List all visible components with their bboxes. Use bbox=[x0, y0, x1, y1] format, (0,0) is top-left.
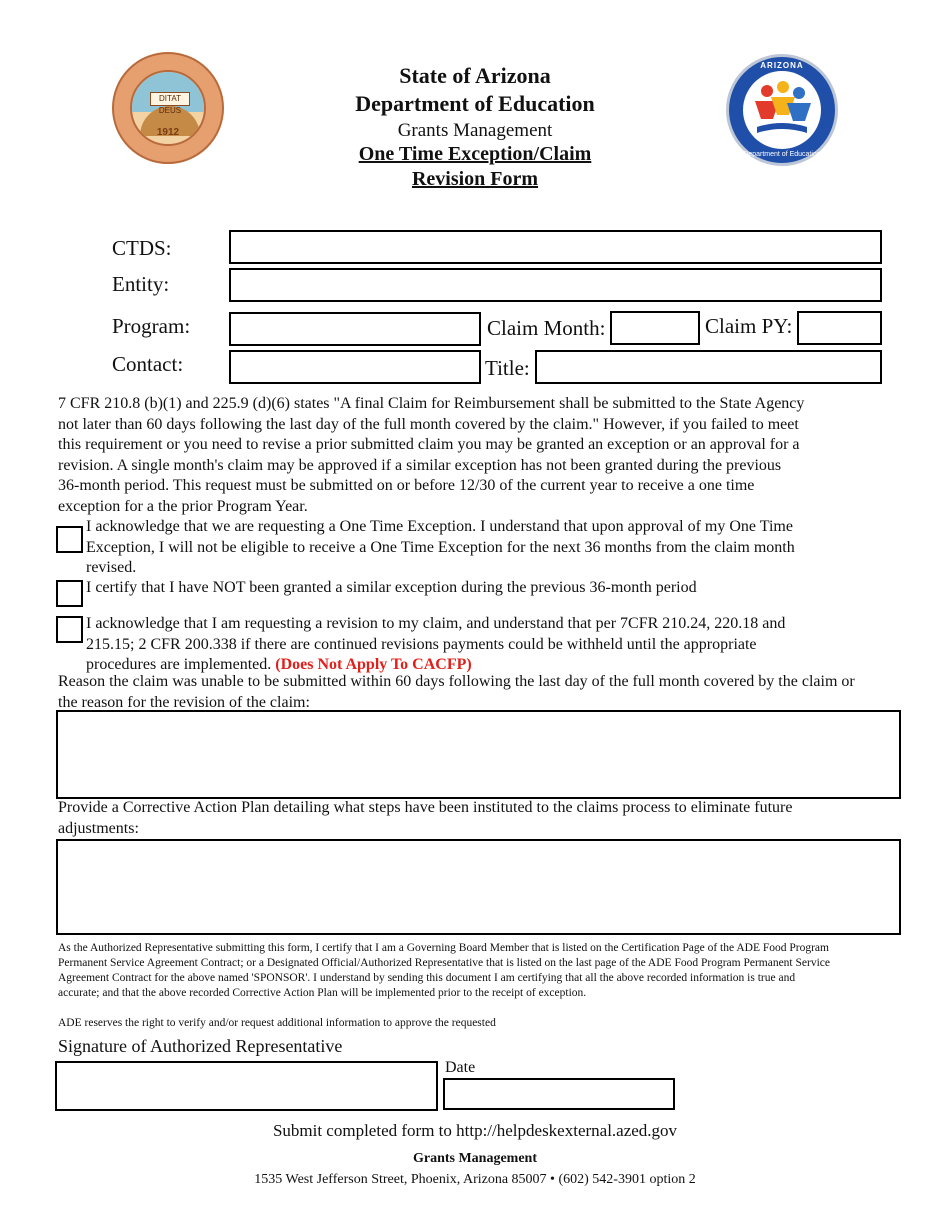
one-time-exception-checkbox[interactable] bbox=[56, 526, 83, 553]
certify-no-exception-checkbox[interactable] bbox=[56, 580, 83, 607]
checkbox-text-line: Exception, I will not be eligible to receive a One Time Exception for the next 36 months from the claim month bbox=[86, 538, 795, 556]
header-state: State of Arizona bbox=[399, 63, 551, 88]
footer-org: Grants Management bbox=[412, 1151, 538, 1166]
entity-label: Entity: bbox=[112, 272, 170, 296]
intro-paragraph bbox=[58, 394, 858, 517]
ade-logo-icon bbox=[726, 54, 838, 166]
intro-line: 36-month period. This request must be submitted on or before 12/30 of the current year to receive a one time bbox=[58, 477, 755, 494]
certification-text bbox=[58, 941, 898, 1001]
title-label: Title: bbox=[485, 356, 530, 380]
signature-field[interactable] bbox=[55, 1061, 438, 1111]
form-title-line2: Revision Form bbox=[411, 168, 539, 190]
great-seal-of-arizona-icon bbox=[112, 52, 224, 164]
contact-label: Contact: bbox=[112, 352, 184, 376]
program-field[interactable] bbox=[229, 312, 481, 346]
corrective-action-textarea[interactable] bbox=[56, 839, 901, 935]
claim-month-label: Claim Month: bbox=[487, 316, 606, 340]
certification-line: Agreement Contract for the above named 'SPONSOR'. I understand by sending this document I am certifying that all the above recorded information is true and bbox=[58, 972, 796, 984]
ctds-label: CTDS: bbox=[112, 236, 172, 260]
ade-logo-bottom-text: Department of Education bbox=[743, 151, 821, 158]
title-field[interactable] bbox=[535, 350, 882, 384]
certification-line: accurate; and that the above recorded Corrective Action Plan will be implemented prior to the receipt of exception. bbox=[58, 987, 587, 999]
claim-py-label: Claim PY: bbox=[705, 314, 793, 338]
date-label: Date bbox=[445, 1059, 476, 1076]
submit-instructions: Submit completed form to http://helpdeskexternal.azed.gov bbox=[272, 1121, 678, 1140]
children-figures-icon bbox=[743, 71, 821, 149]
claim-revision-checkbox[interactable] bbox=[56, 616, 83, 643]
signature-label: Signature of Authorized Representative bbox=[58, 1036, 343, 1056]
seal-year: 1912 bbox=[156, 127, 180, 138]
checkbox-text-line: procedures are implemented. (Does Not Apply To CACFP) bbox=[86, 656, 472, 673]
reason-label bbox=[58, 672, 918, 713]
corrective-action-label bbox=[58, 798, 918, 839]
reason-label-line: the reason for the revision of the claim: bbox=[58, 693, 310, 711]
seal-motto: DITAT DEUS bbox=[150, 92, 190, 106]
intro-line: exception for a the prior Program Year. bbox=[58, 497, 308, 515]
date-field[interactable] bbox=[443, 1078, 675, 1110]
checkbox-text-line: I acknowledge that I am requesting a revision to my claim, and understand that per 7CFR 210.24, 220.18 and bbox=[86, 615, 786, 632]
checkbox-text-line: revised. bbox=[86, 559, 137, 576]
reason-textarea[interactable] bbox=[56, 710, 901, 799]
form-title-line1: One Time Exception/Claim bbox=[358, 143, 592, 165]
verify-note: ADE reserves the right to verify and/or request additional information to approve the requested bbox=[58, 1017, 496, 1029]
claim-month-field[interactable] bbox=[610, 311, 700, 345]
certification-line: As the Authorized Representative submitting this form, I certify that I am a Governing Board Member that is listed on the Certification Page of the ADE Food Program bbox=[58, 942, 829, 954]
corrective-label-line: adjustments: bbox=[58, 819, 139, 837]
header-division: Grants Management bbox=[397, 120, 553, 141]
checkbox-text-line: I acknowledge that we are requesting a One Time Exception. I understand that upon approval of my One Time bbox=[86, 518, 793, 535]
cacfp-note: (Does Not Apply To CACFP) bbox=[275, 656, 472, 673]
claim-py-field[interactable] bbox=[797, 311, 882, 345]
intro-line: revision. A single month's claim may be approved if a similar exception has not been granted during the previous bbox=[58, 456, 782, 474]
entity-field[interactable] bbox=[229, 268, 882, 302]
certify-no-exception-text: I certify that I have NOT been granted a similar exception during the previous 36-month period bbox=[86, 579, 697, 596]
ctds-field[interactable] bbox=[229, 230, 882, 264]
claim-revision-text bbox=[86, 614, 886, 676]
checkbox-text-line: 215.15; 2 CFR 200.338 if there are continued revisions payments could be withheld until the appropriate bbox=[86, 635, 757, 653]
intro-line: this requirement or you need to revise a prior submitted claim you may be granted an exception or an approval for a bbox=[58, 436, 800, 453]
certification-line: Permanent Service Agreement Contract; or a Designated Official/Authorized Representative that is listed on the last page of the ADE Food Program Permanent Service bbox=[58, 957, 830, 969]
one-time-exception-text bbox=[86, 517, 886, 579]
contact-field[interactable] bbox=[229, 350, 481, 384]
footer-address: 1535 West Jefferson Street, Phoenix, Arizona 85007 • (602) 542-3901 option 2 bbox=[254, 1172, 696, 1187]
header-department: Department of Education bbox=[355, 91, 595, 116]
reason-label-line: Reason the claim was unable to be submitted within 60 days following the last day of the full month covered by the claim or bbox=[58, 673, 855, 690]
intro-line: not later than 60 days following the last day of the full month covered by the claim." However, if you failed to meet bbox=[58, 415, 799, 433]
ade-logo-top-text: ARIZONA bbox=[760, 61, 804, 70]
corrective-label-line: Provide a Corrective Action Plan detailing what steps have been instituted to the claims process to eliminate future bbox=[58, 799, 793, 816]
intro-line: 7 CFR 210.8 (b)(1) and 225.9 (d)(6) states "A final Claim for Reimbursement shall be submitted to the State Agency bbox=[58, 395, 805, 412]
program-label: Program: bbox=[112, 314, 191, 338]
